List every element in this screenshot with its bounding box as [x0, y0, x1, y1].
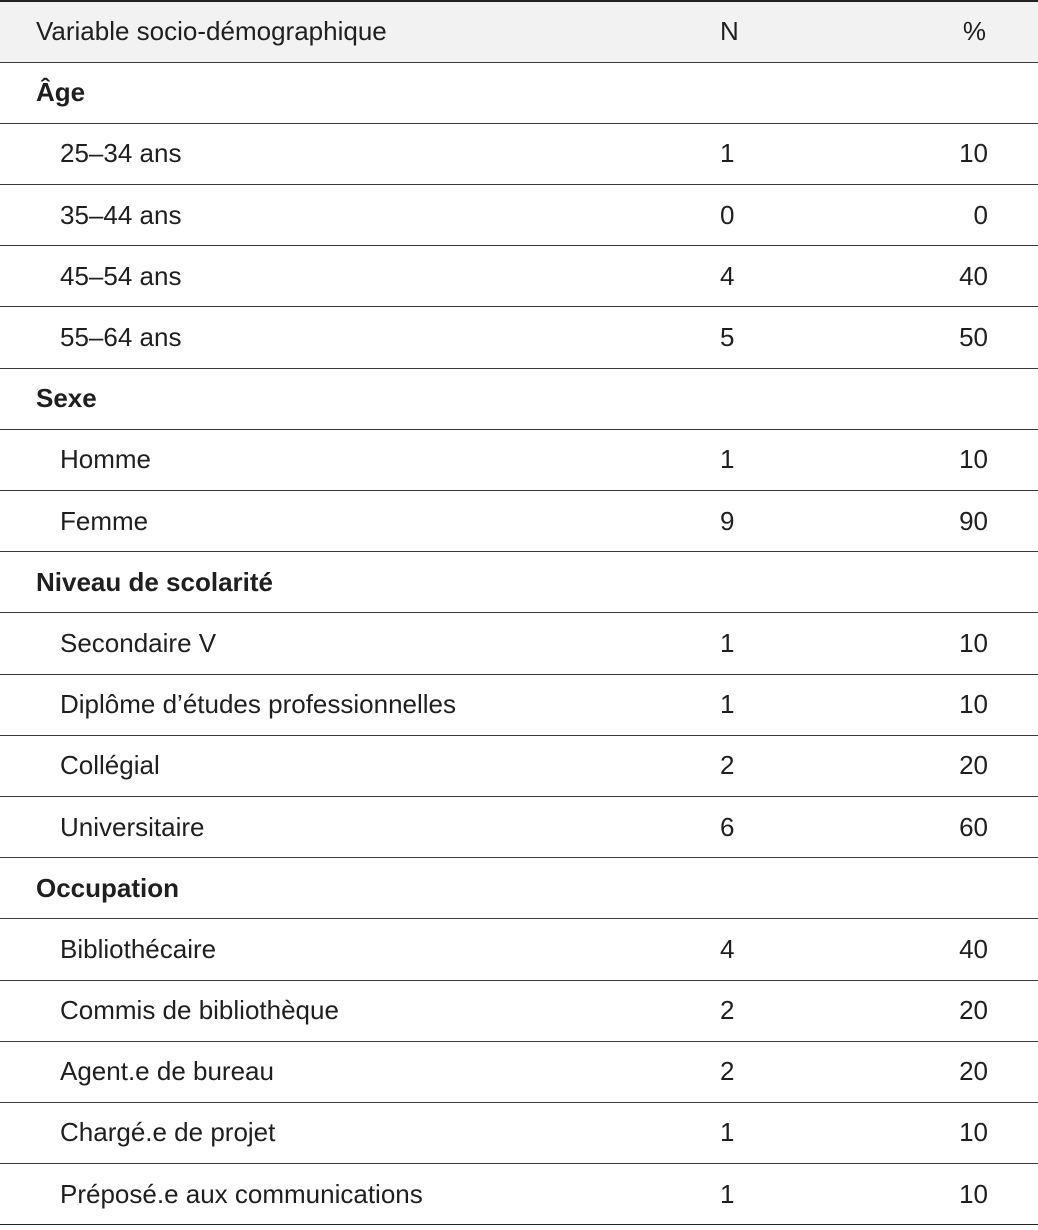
row-n: 6 — [620, 796, 835, 857]
table-row — [0, 1164, 1038, 1225]
row-percent: 60 — [835, 796, 1038, 857]
row-percent: 20 — [835, 1041, 1038, 1102]
section-row-scolarite — [0, 552, 1038, 613]
row-n: 5 — [620, 307, 835, 368]
table-row — [0, 735, 1038, 796]
row-label: Bibliothécaire — [0, 919, 620, 980]
section-title: Niveau de scolarité — [0, 552, 1038, 613]
row-percent: 20 — [835, 735, 1038, 796]
section-row-sexe — [0, 368, 1038, 429]
row-percent: 40 — [835, 919, 1038, 980]
row-percent: 10 — [835, 429, 1038, 490]
row-label: Universitaire — [0, 796, 620, 857]
table-row — [0, 1041, 1038, 1102]
row-n: 1 — [620, 429, 835, 490]
table-header-row — [0, 1, 1038, 62]
row-label: 35–44 ans — [0, 185, 620, 246]
row-label: Chargé.e de projet — [0, 1102, 620, 1163]
table-row — [0, 429, 1038, 490]
header-percent: % — [835, 1, 1038, 62]
row-n: 1 — [620, 674, 835, 735]
table-row — [0, 980, 1038, 1041]
row-label: 25–34 ans — [0, 123, 620, 184]
row-n: 2 — [620, 735, 835, 796]
row-label: Collégial — [0, 735, 620, 796]
section-title: Sexe — [0, 368, 1038, 429]
row-n: 4 — [620, 919, 835, 980]
row-n: 1 — [620, 613, 835, 674]
row-label: 55–64 ans — [0, 307, 620, 368]
row-n: 9 — [620, 491, 835, 552]
table-row — [0, 185, 1038, 246]
row-n: 1 — [620, 1164, 835, 1225]
header-variable: Variable socio-démographique — [0, 1, 620, 62]
section-row-age — [0, 62, 1038, 123]
row-percent: 40 — [835, 246, 1038, 307]
row-label: Femme — [0, 491, 620, 552]
row-percent: 0 — [835, 185, 1038, 246]
row-label: Préposé.e aux communications — [0, 1164, 620, 1225]
row-percent: 10 — [835, 123, 1038, 184]
section-title: Occupation — [0, 858, 1038, 919]
row-label: 45–54 ans — [0, 246, 620, 307]
table-row — [0, 491, 1038, 552]
table-row — [0, 674, 1038, 735]
row-percent: 10 — [835, 1164, 1038, 1225]
row-n: 2 — [620, 980, 835, 1041]
table-row — [0, 246, 1038, 307]
table-row — [0, 123, 1038, 184]
row-percent: 10 — [835, 674, 1038, 735]
table-row — [0, 1102, 1038, 1163]
header-n: N — [620, 1, 835, 62]
row-n: 1 — [620, 1102, 835, 1163]
table-row — [0, 919, 1038, 980]
row-percent: 90 — [835, 491, 1038, 552]
row-n: 0 — [620, 185, 835, 246]
row-label: Commis de bibliothèque — [0, 980, 620, 1041]
section-row-occupation — [0, 858, 1038, 919]
row-percent: 10 — [835, 613, 1038, 674]
table-row — [0, 307, 1038, 368]
row-label: Homme — [0, 429, 620, 490]
section-title: Âge — [0, 62, 1038, 123]
table-row — [0, 613, 1038, 674]
row-n: 1 — [620, 123, 835, 184]
row-n: 2 — [620, 1041, 835, 1102]
row-label: Diplôme d’études professionnelles — [0, 674, 620, 735]
row-percent: 50 — [835, 307, 1038, 368]
table-row — [0, 796, 1038, 857]
row-percent: 20 — [835, 980, 1038, 1041]
row-n: 4 — [620, 246, 835, 307]
row-label: Agent.e de bureau — [0, 1041, 620, 1102]
row-label: Secondaire V — [0, 613, 620, 674]
row-percent: 10 — [835, 1102, 1038, 1163]
